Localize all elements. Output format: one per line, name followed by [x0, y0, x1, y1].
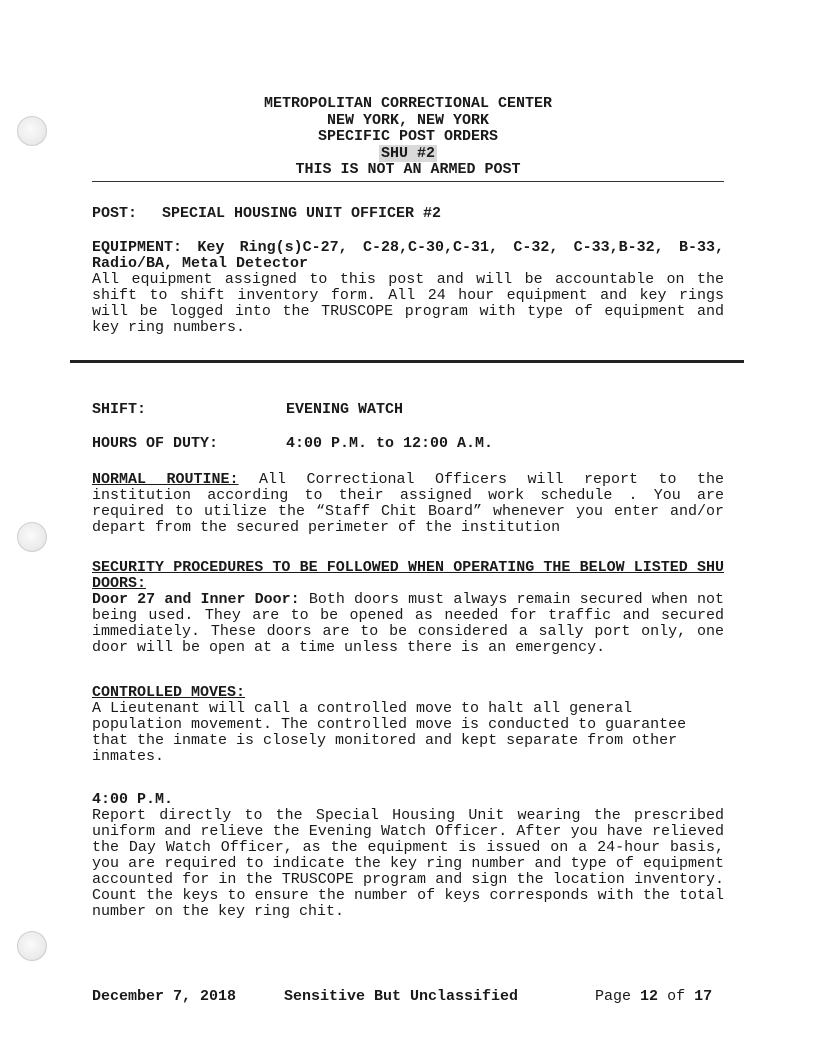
hours-row: [92, 436, 724, 452]
of-word: of: [667, 988, 686, 1005]
controlled-moves-heading: CONTROLLED MOVES:: [92, 684, 246, 701]
shift-label: SHIFT:: [92, 401, 147, 418]
binder-hole-middle: [17, 522, 47, 552]
document-type: SPECIFIC POST ORDERS: [317, 128, 499, 145]
time-4pm-section: [92, 792, 724, 920]
door-label: Door 27 and Inner Door:: [92, 591, 300, 608]
institution-location: NEW YORK, NEW YORK: [326, 111, 490, 129]
equipment-body: All equipment assigned to this post and will be accountable on the shift to shift inventory form. All 24 hour equipment and key rings will be logged into the TRUSCOPE program with type of equipment and key ring numbers.: [92, 271, 724, 336]
equipment-section: [92, 240, 724, 336]
page-total: 17: [694, 988, 713, 1005]
section-divider: [70, 360, 744, 363]
post-code: SHU #2: [380, 144, 435, 162]
equipment-label: EQUIPMENT:: [92, 239, 183, 256]
binder-hole-top: [17, 116, 47, 146]
shift-value: EVENING WATCH: [286, 401, 404, 418]
security-section: [92, 560, 724, 656]
post-row: [92, 206, 724, 222]
normal-routine-section: [92, 472, 724, 536]
post-label: POST:: [92, 205, 138, 222]
shift-row: [92, 402, 724, 418]
security-heading: SECURITY PROCEDURES TO BE FOLLOWED WHEN OPERATING THE BELOW LISTED SHU DOORS:: [92, 559, 724, 592]
equipment-heading: [92, 240, 724, 272]
post-value: SPECIAL HOUSING UNIT OFFICER #2: [162, 205, 442, 222]
security-body: Both doors must always remain secured when not being used. They are to be opened as needed for traffic and secured immediately. These doors are to be considered a sally port only, one door will be open at a time unless there is an emergency.: [92, 591, 724, 656]
hours-label: HOURS OF DUTY:: [92, 435, 219, 452]
footer-date: December 7, 2018: [92, 988, 237, 1005]
binder-hole-bottom: [17, 931, 47, 961]
page-number: 12: [640, 988, 659, 1005]
equipment-items: Key Ring(s)C-27, C-28,C-30,C-31, C-32, C-33,B-32, B-33, Radio/BA, Metal Detector: [92, 239, 724, 272]
normal-routine-body: All Correctional Officers will report to the institution according to their assigned work schedule . You are required to utilize the “Staff Chit Board” whenever you enter and/or depart from the secured perimeter of the institution: [92, 471, 724, 536]
footer-classification: Sensitive But Unclassified: [284, 988, 519, 1005]
header-divider: [92, 181, 724, 182]
controlled-moves-body: A Lieutenant will call a controlled move to halt all general population movement. The controlled move is conducted to guarantee that the inmate is closely monitored and kept separate from other inmates.: [92, 700, 687, 765]
hours-value: 4:00 P.M. to 12:00 A.M.: [286, 435, 494, 452]
controlled-moves-section: [92, 685, 724, 765]
armed-status: THIS IS NOT AN ARMED POST: [295, 161, 521, 178]
document-header: [92, 96, 724, 179]
time-4pm-heading: 4:00 P.M.: [92, 791, 174, 808]
page-word: Page: [595, 988, 632, 1005]
institution-name: METROPOLITAN CORRECTIONAL CENTER: [263, 95, 553, 112]
footer-page-indicator: [595, 989, 712, 1005]
normal-routine-label: NORMAL ROUTINE:: [92, 471, 239, 488]
time-4pm-body: Report directly to the Special Housing Unit wearing the prescribed uniform and relieve the Evening Watch Officer. After you have relieved the Day Watch Officer, as the equipment is issued on a 24-hour basis, you are required to indicate the key ring number and type of equipment accounted for in the TRUSCOPE program and sign the location inventory. Count the keys to ensure the number of keys corresponds with the total number on the key ring chit.: [92, 807, 724, 920]
